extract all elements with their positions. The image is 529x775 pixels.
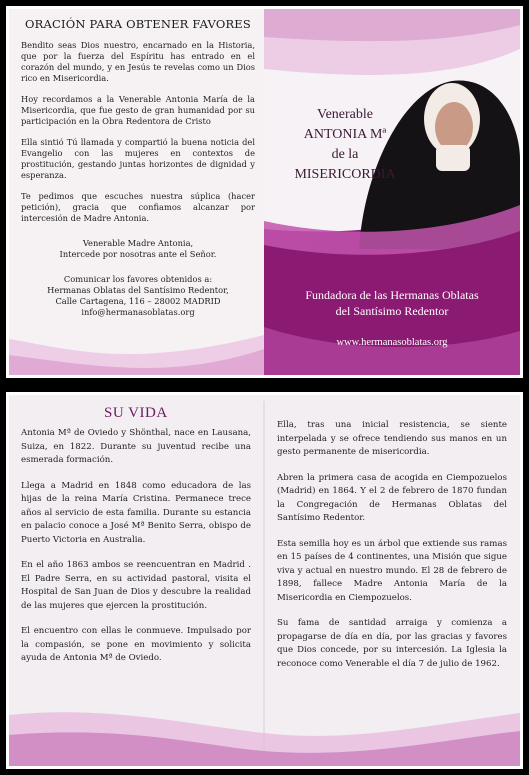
biography-paragraph: Ella, tras una inicial resistencia, se siente interpelada y se ofrece tendiendo sus manos en un gesto permanente de misericordia. <box>277 420 507 457</box>
founder-line: del Santísimo Redentor <box>335 304 449 318</box>
brochure-inner-side <box>6 392 523 769</box>
invocation-line: Intercede por nosotras ante el Señor. <box>59 249 217 259</box>
cover-title-line: ANTONIA Mª <box>303 127 387 142</box>
prayer-paragraph: Te pedimos que escuches nuestra súplica (hacer petición), gracia que confiamos alcanzar por intercesión de Madre Antonia. <box>21 191 255 223</box>
cover-title-line: de la <box>331 147 359 162</box>
biography-left-column <box>21 427 251 678</box>
cover-title-line: Venerable <box>317 107 373 122</box>
prayer-title: ORACIÓN PARA OBTENER FAVORES <box>25 17 251 31</box>
contact-block <box>21 274 255 318</box>
biography-title: SU VIDA <box>104 405 168 421</box>
contact-line: Comunicar los favores obtenidos a: <box>63 274 213 284</box>
founder-line: Fundadora de las Hermanas Oblatas <box>305 288 479 302</box>
biography-paragraph: Abren la primera casa de acogida en Ciempozuelos (Madrid) en 1864. Y el 2 de febrero de 1870 fundan la Congregación de Hermanas Oblatas del Santísimo Redentor. <box>277 472 507 523</box>
biography-paragraph: Llega a Madrid en 1848 como educadora de las hijas de la reina María Cristina. Permanece trece años al servicio de esta familia. Durante su estancia en palacio conoce a José Mª Benito Serra, obispo de Puerto Victoria en Australia. <box>21 480 251 545</box>
biography-paragraph: Su fama de santidad arraiga y comienza a propagarse de día en día, por las gracias y favores que Dios concede, por su intercesión. La Iglesia la reconoce como Venerable el día 7 de julio de 1962. <box>277 618 507 669</box>
prayer-paragraph: Bendito seas Dios nuestro, encarnado en la Historia, que por la fuerza del Espíritu has entrado en el corazón del mundo, y en Jesús te revelas como un Dios rico en Misericordia. <box>21 40 255 83</box>
website-link[interactable]: www.hermanasoblatas.org <box>336 337 448 348</box>
cover-title-line: MISERICORDIA <box>294 167 396 182</box>
contact-email: info@hermanasoblatas.org <box>81 307 195 317</box>
cover-title <box>280 105 410 185</box>
cover-panel <box>264 9 520 375</box>
cover-background <box>264 9 520 375</box>
biography-paragraph: En el año 1863 ambos se reencuentran en Madrid . El Padre Serra, en su actividad pastoral, visita el Hospital de San Juan de Dios y descubre la realidad de las mujeres que ejercen la prostitución. <box>21 560 251 611</box>
contact-line: Hermanas Oblatas del Santísimo Redentor, <box>47 285 229 295</box>
biography-panel <box>9 395 520 766</box>
invocation <box>21 238 255 260</box>
invocation-line: Venerable Madre Antonia, <box>82 238 194 248</box>
prayer-paragraph: Ella sintió Tú llamada y compartió la buena noticia del Evangelio con las mujeres en contextos de prostitución, gestando juntas horizontes de dignidad y esperanza. <box>21 137 255 180</box>
founder-caption <box>272 287 512 319</box>
biography-right-column <box>277 419 507 683</box>
biography-paragraph: Esta semilla hoy es un árbol que extiende sus ramas en 15 países de 4 continentes, una Misión que sigue viva y actual en nuestro mundo. El 28 de febrero de 1898, fallece Madre Antonia María de la Misericordia en Ciempozuelos. <box>277 538 507 603</box>
prayer-panel <box>9 9 264 375</box>
contact-address: Calle Cartagena, 116 – 28002 MADRID <box>55 296 221 306</box>
brochure-outer-side <box>6 6 523 378</box>
prayer-paragraph: Hoy recordamos a la Venerable Antonia María de la Misericordia, que fue gesto de gran humanidad por su participación en la Obra Redentora de Cristo <box>21 94 255 126</box>
biography-paragraph: El encuentro con ellas le conmueve. Impulsado por la compasión, se pone en movimiento y solicita ayuda de Antonia Mª de Oviedo. <box>21 626 251 663</box>
biography-paragraph: Antonia Mª de Oviedo y Shönthal, nace en Lausana, Suiza, en 1822. Durante su juventud recibe una esmerada formación. <box>21 428 251 465</box>
